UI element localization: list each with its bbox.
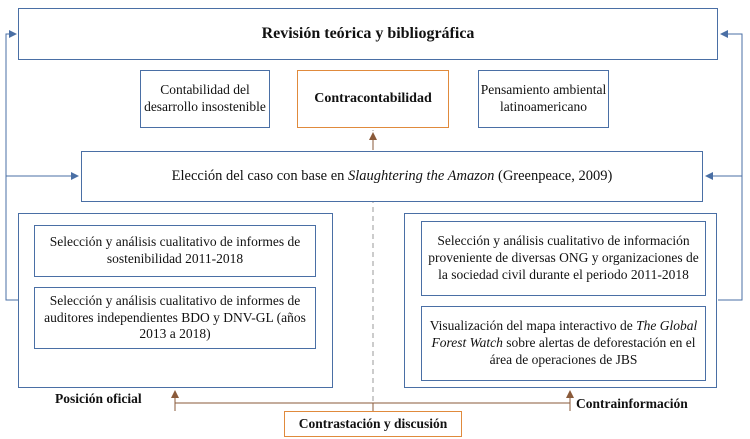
concept-center-text: Contracontabilidad bbox=[314, 91, 432, 107]
concept-box-right bbox=[478, 70, 609, 128]
review-box bbox=[18, 8, 718, 60]
label-counter-information: Contrainformación bbox=[576, 396, 688, 411]
discussion-text: Contrastación y discusión bbox=[298, 415, 448, 431]
case-suffix: (Greenpeace, 2009) bbox=[497, 168, 613, 185]
right-feedback-line bbox=[718, 34, 742, 300]
concept-box-center bbox=[297, 70, 449, 128]
right-box2-text bbox=[428, 318, 699, 369]
review-title: Revisión teórica y bibliográfica bbox=[261, 25, 475, 42]
discussion-box bbox=[284, 411, 462, 437]
case-selection-box bbox=[81, 151, 703, 202]
label-official-position: Posición oficial bbox=[55, 391, 142, 406]
concept-box-left bbox=[140, 70, 270, 128]
right-box2-italic: The Global Forest Watch bbox=[431, 318, 698, 351]
left-box-auditor-reports bbox=[34, 287, 316, 349]
case-italic: Slaughtering the Amazon bbox=[348, 168, 495, 185]
right-box2-prefix: Visualización del mapa interactivo de bbox=[429, 318, 633, 334]
right-box2-suffix: sobre alertas de deforestación en el área de operaciones de JBS bbox=[489, 335, 696, 367]
left-box1-text: Selección y análisis cualitativo de informes de sostenibilidad 2011-2018 bbox=[49, 234, 301, 266]
left-box2-text: Selección y análisis cualitativo de informes de auditores independientes BDO y DNV-GL (años 2013 a 2018) bbox=[44, 292, 306, 342]
case-prefix: Elección del caso con base en bbox=[171, 168, 345, 185]
case-selection-text bbox=[172, 167, 613, 185]
left-box-sustainability-reports bbox=[34, 225, 316, 277]
right-box1-text: Selección y análisis cualitativo de información proveniente de diversas ONG y organizaciones de la sociedad civil durante el periodo 2011-2018 bbox=[428, 233, 699, 282]
concept-left-text: Contabilidad del desarrollo insostenible bbox=[144, 82, 266, 114]
right-box-forest-watch bbox=[421, 306, 706, 381]
right-box-ngo-information bbox=[421, 221, 706, 296]
left-feedback-line bbox=[6, 34, 18, 300]
concept-right-text: Pensamiento ambiental latinoamericano bbox=[480, 82, 607, 114]
